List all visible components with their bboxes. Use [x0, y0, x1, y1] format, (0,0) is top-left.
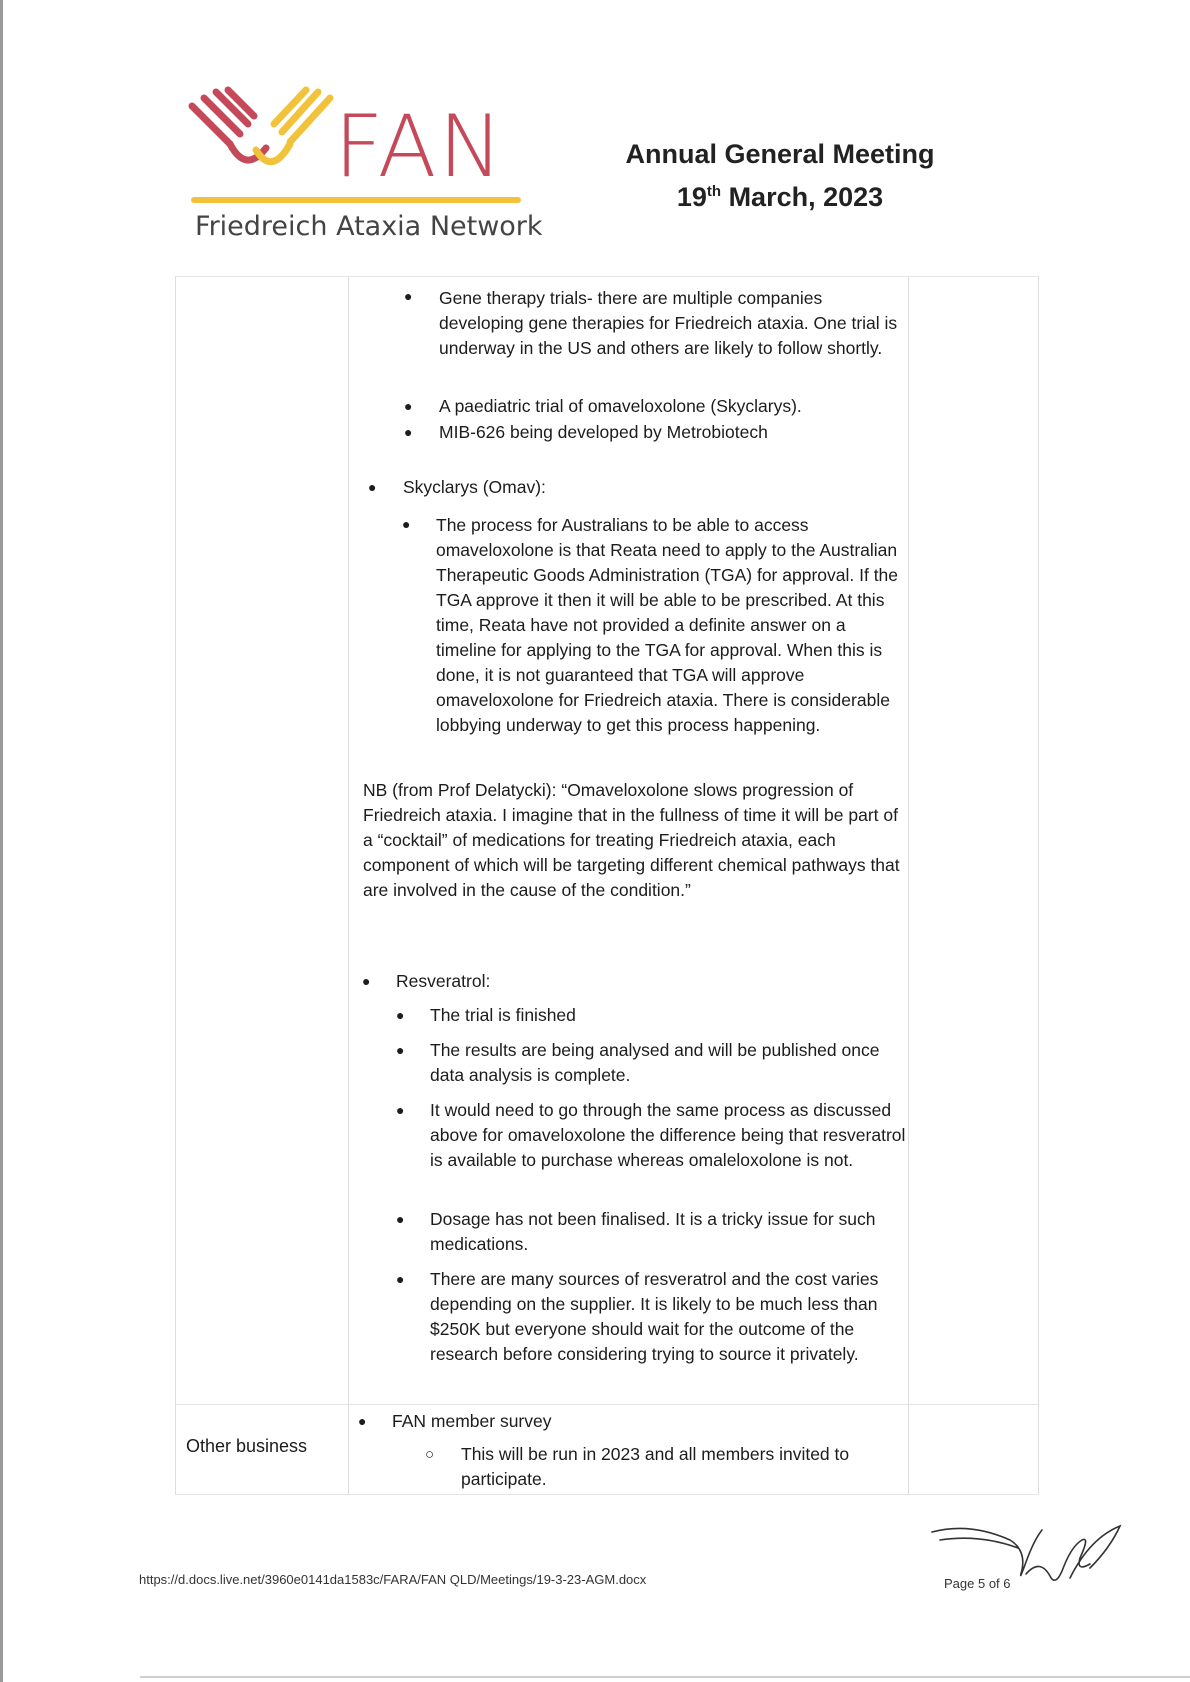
section-heading: FAN member survey — [392, 1411, 552, 1431]
bullet-icon: ● — [404, 424, 413, 440]
list-item: There are many sources of resveratrol and the cost varies depending on the supplier. It is likely to be much less than $250K but everyone should wait for the outcome of the research before considering trying to source it privately. — [430, 1269, 879, 1364]
bullet-icon: ● — [396, 1007, 405, 1023]
meeting-day: 19 — [676, 182, 707, 212]
row-label-other-business: Other business — [186, 1436, 308, 1456]
list-item: This will be run in 2023 and all members invited to participate. — [461, 1444, 850, 1489]
bullet-icon: ● — [396, 1211, 405, 1227]
bullet-icon: ● — [396, 1271, 405, 1287]
bullet-icon: ● — [358, 1413, 367, 1429]
list-item: It would need to go through the same process as discussed above for omaveloxolone the difference being that resveratrol is available to purchase whereas omaleloxolone is not. — [430, 1100, 906, 1170]
list-item: MIB-626 being developed by Metrobiotech — [439, 422, 768, 442]
list-item: The trial is finished — [430, 1005, 576, 1025]
bullet-icon: ● — [402, 516, 411, 532]
bullet-icon: ● — [404, 398, 413, 414]
bullet-icon: ● — [396, 1102, 405, 1118]
bullet-icon: ● — [362, 973, 371, 989]
meeting-title: Annual General Meeting — [625, 139, 935, 169]
meeting-day-suffix: th — [706, 183, 722, 200]
bullet-icon: ● — [396, 1042, 405, 1058]
list-item: Gene therapy trials- there are multiple companies developing gene therapies for Friedreich ataxia. One trial is underway in the US and others are likely to follow shortly. — [439, 288, 898, 358]
list-item: Dosage has not been finalised. It is a tricky issue for such medications. — [430, 1209, 876, 1254]
bullet-icon: ● — [404, 288, 413, 304]
logo-word: FAN — [334, 97, 505, 197]
document-path: https://d.docs.live.net/3960e0141da1583c/FARA/FAN QLD/Meetings/19-3-23-AGM.docx — [139, 1572, 647, 1587]
bullet-icon: ● — [368, 479, 377, 495]
circle-bullet-icon: ○ — [425, 1446, 435, 1463]
list-item: A paediatric trial of omaveloxolone (Skyclarys). — [439, 396, 802, 416]
section-heading: Resveratrol: — [396, 971, 491, 991]
list-item: The process for Australians to be able to access omaveloxolone is that Reata need to apply to the Australian Therapeutic Goods Administration (TGA) for approval. If the TGA approve it then it will be able to be prescribed. At this time, Reata have not provided a definite answer on a timeline for applying to the TGA for approval. When this is done, it is not guaranteed that TGA will approve omaveloxolone for Friedreich ataxia. There is considerable lobbying underway to get this process happening. — [436, 515, 899, 735]
logo-subtitle: Friedreich Ataxia Network — [195, 211, 543, 242]
list-item: The results are being analysed and will be published once data analysis is complete. — [430, 1040, 880, 1085]
page-number: Page 5 of 6 — [944, 1576, 1011, 1591]
section-heading: Skyclarys (Omav): — [403, 477, 546, 497]
signature-icon — [930, 1518, 1130, 1598]
meeting-month-year: March, 2023 — [721, 182, 884, 212]
quote-note: NB (from Prof Delatycki): “Omaveloxolone slows progression of Friedreich ataxia. I imagine that in the fullness of time it will be part of a “cocktail” of medications for treating Friedreich ataxia, each component of which will be targeting different chemical pathways that are involved in the cause of the condition.” — [363, 780, 900, 900]
